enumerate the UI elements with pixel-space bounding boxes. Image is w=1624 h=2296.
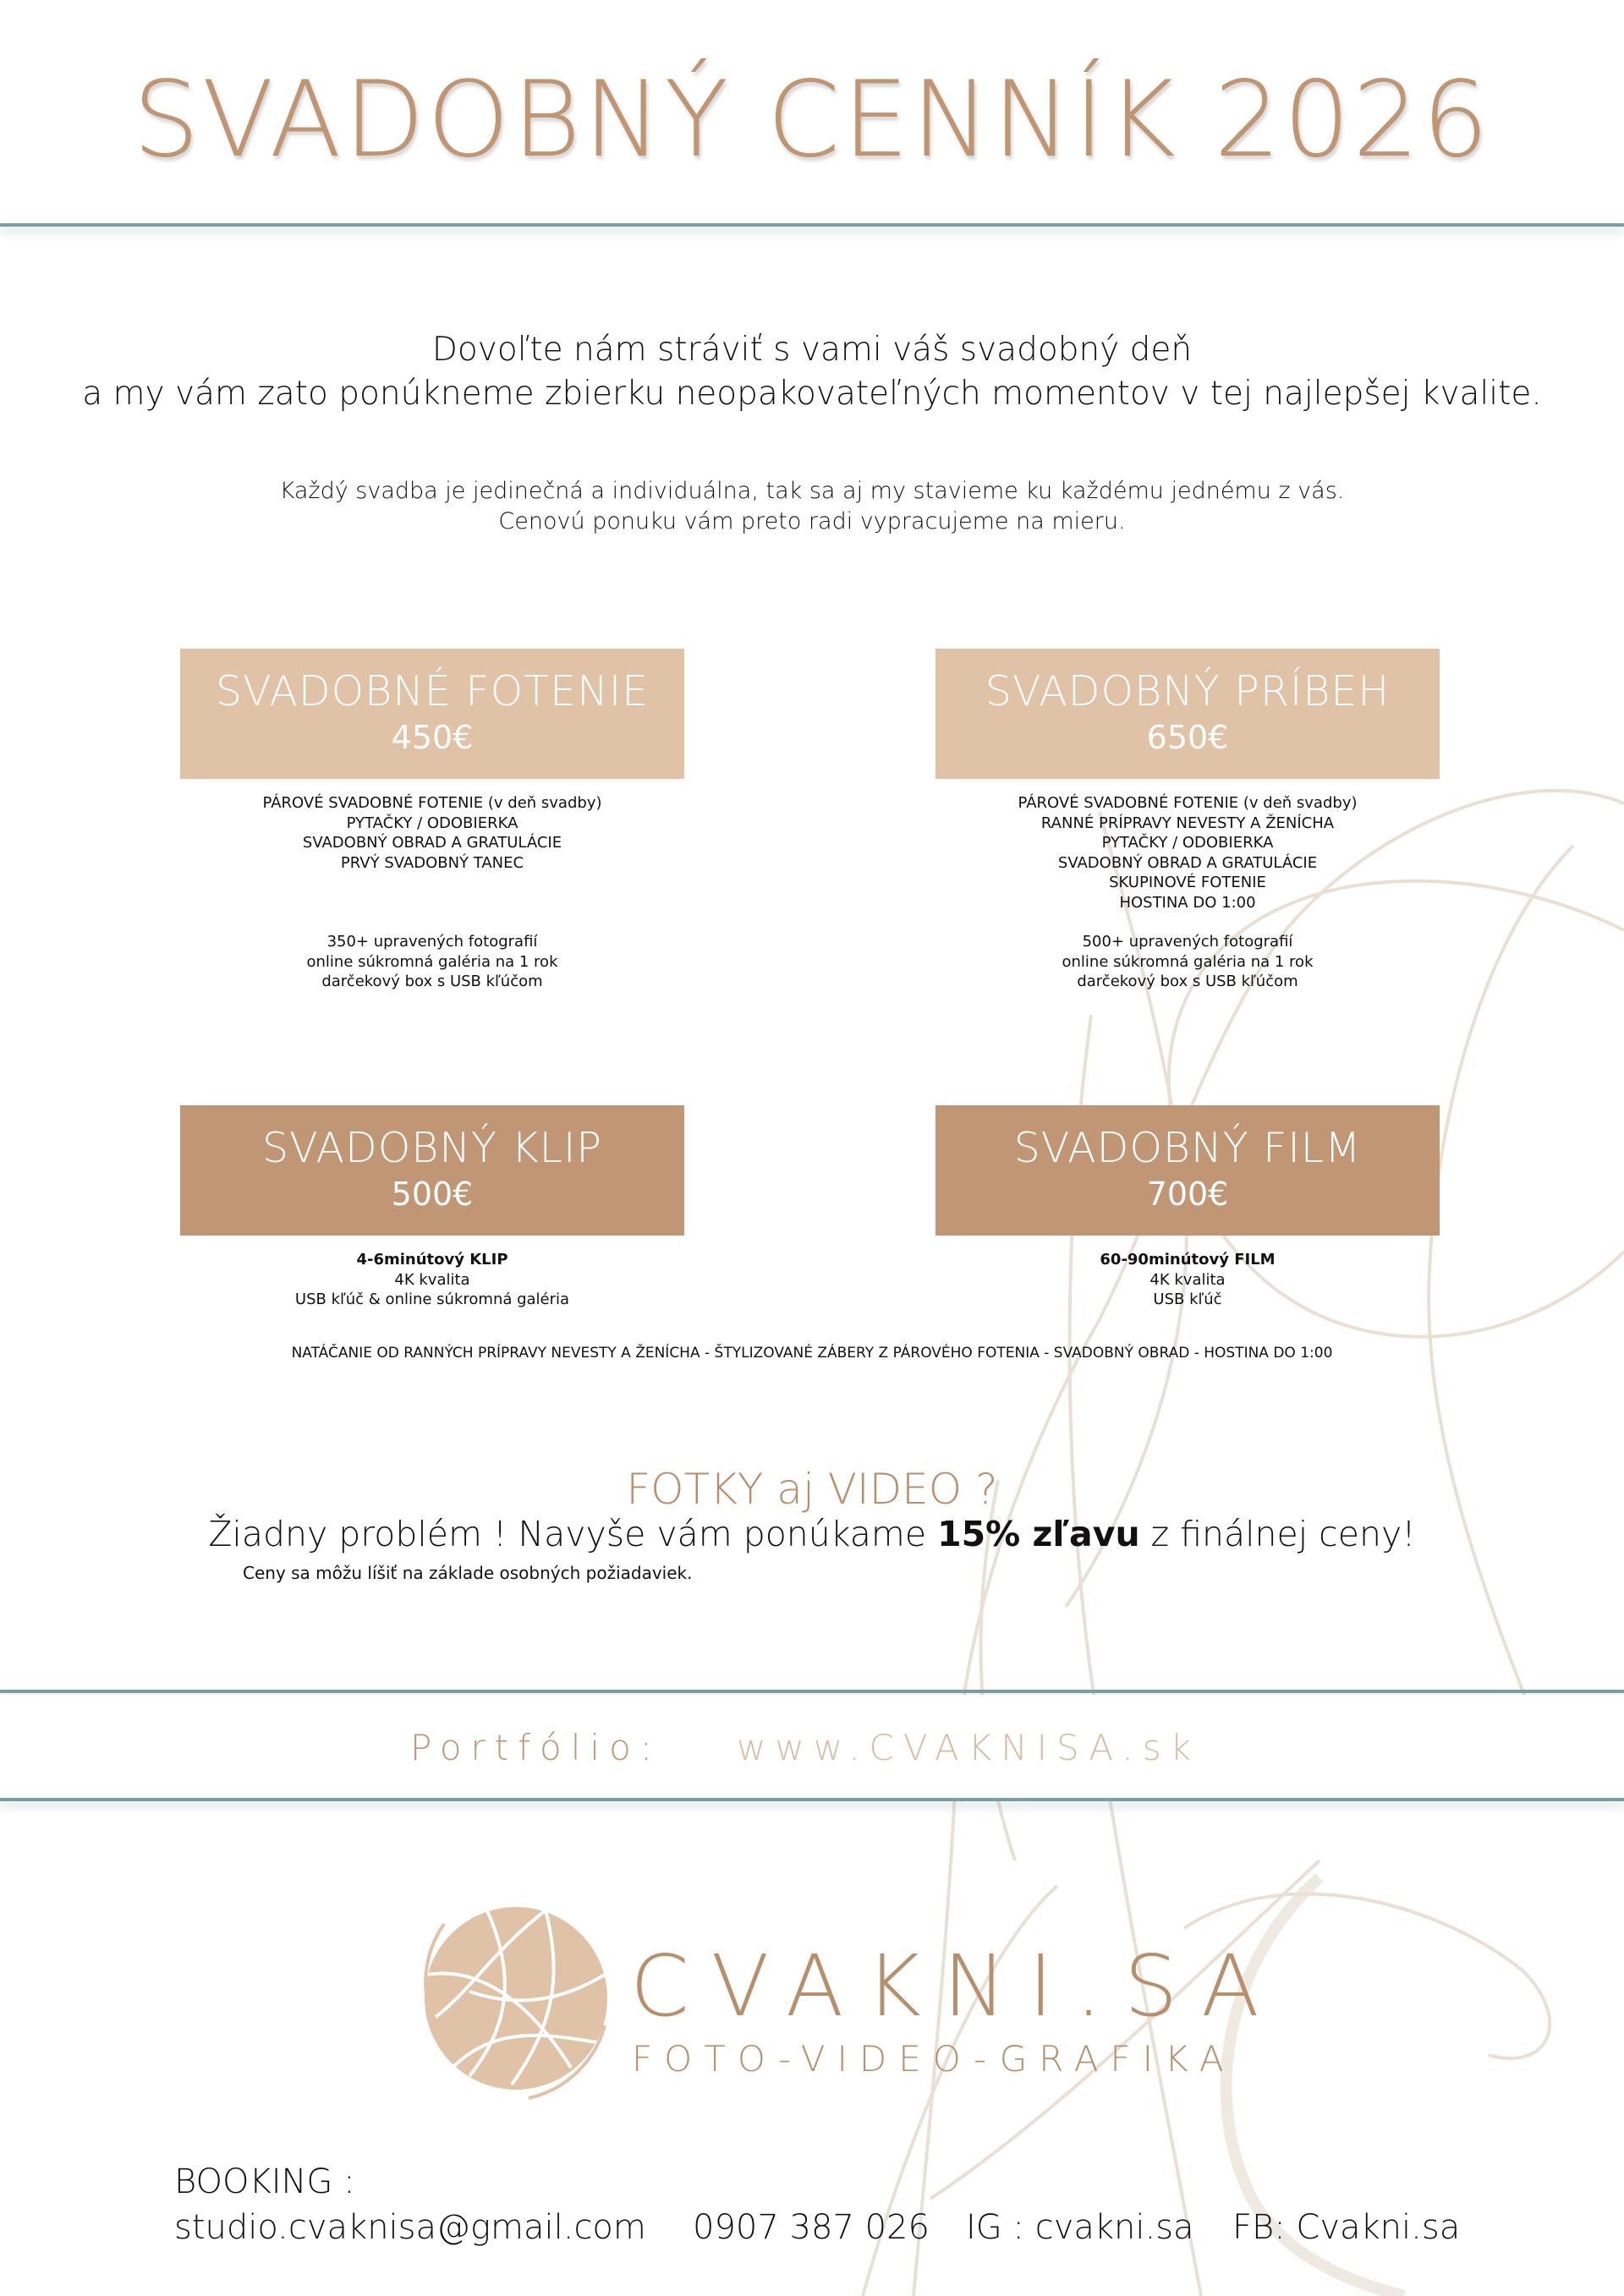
- package-card-klip: [180, 1105, 684, 1236]
- page-title: SVADOBNÝ CENNÍK 2026: [133, 59, 1491, 181]
- intro-text: [0, 328, 1624, 416]
- list-item: PYTAČKY / ODOBIERKA: [1101, 834, 1274, 852]
- list-item: SKUPINOVÉ FOTENIE: [1109, 874, 1266, 891]
- package-items: [935, 793, 1440, 912]
- package-title: SVADOBNÝ KLIP: [262, 1124, 602, 1172]
- combo-offer: [0, 1514, 1624, 1554]
- list-item: 60-90minútový FILM: [1100, 1251, 1276, 1269]
- package-features: [180, 932, 684, 992]
- discount-highlight: 15% zľavu: [937, 1514, 1140, 1554]
- package-price: 500€: [391, 1175, 474, 1213]
- portfolio-divider-top: [0, 1690, 1624, 1693]
- portfolio-link[interactable]: www.CVAKNISA.sk: [737, 1727, 1200, 1768]
- list-item: darčekový box s USB kľúčom: [321, 973, 543, 990]
- package-items: [935, 1250, 1440, 1310]
- package-title: SVADOBNÉ FOTENIE: [215, 667, 650, 715]
- package-card-fotenie: [180, 649, 684, 779]
- package-card-film: [935, 1105, 1440, 1236]
- package-price: 450€: [391, 719, 474, 756]
- list-item: PÁROVÉ SVADOBNÉ FOTENIE (v deň svadby): [262, 794, 602, 812]
- package-features: [935, 932, 1440, 992]
- intro-line-2: a my vám zato ponúkneme zbierku neopakovateľných momentov v tej najlepšej kvalite.: [82, 375, 1542, 413]
- list-item: RANNÉ PRÍPRAVY NEVESTY A ŽENÍCHA: [1040, 814, 1335, 832]
- intro-small-text: [0, 476, 1624, 537]
- brand-name: CVAKNI.SA: [630, 1937, 1281, 2036]
- facebook-handle[interactable]: FB: Cvakni.sa: [1232, 2208, 1461, 2247]
- list-item: 4K kvalita: [394, 1270, 470, 1289]
- list-item: PYTAČKY / ODOBIERKA: [346, 814, 518, 832]
- list-item: SVADOBNÝ OBRAD A GRATULÁCIE: [302, 834, 562, 852]
- header-divider: [0, 223, 1624, 227]
- list-item: USB kľúč: [1153, 1290, 1222, 1308]
- booking-email[interactable]: studio.cvaknisa@gmail.com: [174, 2208, 646, 2247]
- brand-tagline: FOTO-VIDEO-GRAFIKA: [632, 2038, 1236, 2080]
- list-item: darčekový box s USB kľúčom: [1077, 973, 1298, 990]
- portfolio-label: Portfólio:: [410, 1727, 661, 1768]
- package-items: [180, 1250, 684, 1310]
- intro-line-1: Dovoľte nám stráviť s vami váš svadobný deň: [431, 331, 1193, 369]
- list-item: online súkromná galéria na 1 rok: [1062, 952, 1314, 971]
- package-items: [180, 793, 684, 873]
- package-price: 650€: [1146, 719, 1229, 756]
- booking-phone[interactable]: 0907 387 026: [693, 2208, 930, 2247]
- booking-label: BOOKING :: [174, 2162, 355, 2201]
- offer-text-end: z finálnej ceny!: [1139, 1514, 1416, 1554]
- camera-aperture-logo-icon: [419, 1899, 613, 2101]
- list-item: USB kľúč & online súkromná galéria: [294, 1290, 570, 1308]
- package-title: SVADOBNÝ FILM: [1013, 1124, 1362, 1172]
- list-item: 4-6minútový KLIP: [356, 1251, 508, 1269]
- list-item: HOSTINA DO 1:00: [1119, 893, 1256, 912]
- intro-small-line-1: Každý svadba je jedinečná a individuálna, tak sa aj my stavieme ku každému jednému z vás.: [279, 478, 1345, 504]
- video-coverage-note: NATÁČANIE OD RANNÝCH PRÍPRAVY NEVESTY A ŽENÍCHA - ŠTYLIZOVANÉ ZÁBERY Z PÁROVÉHO FOTENIA - SVADOBNÝ OBRAD - HOSTINA DO 1:00: [291, 1345, 1333, 1362]
- combo-question: FOTKY aj VIDEO ?: [626, 1465, 998, 1514]
- intro-small-line-2: Cenovú ponuku vám preto radi vypracujeme na mieru.: [498, 508, 1126, 534]
- list-item: online súkromná galéria na 1 rok: [306, 952, 558, 971]
- portfolio-divider-bottom: [0, 1798, 1624, 1801]
- list-item: 350+ upravených fotografií: [326, 933, 538, 951]
- list-item: 500+ upravených fotografií: [1082, 933, 1293, 951]
- package-card-pribeh: [935, 649, 1440, 779]
- instagram-handle[interactable]: IG : cvakni.sa: [966, 2208, 1194, 2247]
- list-item: SVADOBNÝ OBRAD A GRATULÁCIE: [1057, 853, 1318, 872]
- package-price: 700€: [1146, 1175, 1229, 1213]
- price-disclaimer: Ceny sa môžu líšiť na základe osobných požiadaviek.: [243, 1563, 693, 1583]
- list-item: PÁROVÉ SVADOBNÉ FOTENIE (v deň svadby): [1018, 794, 1358, 812]
- offer-text: Žiadny problém ! Navyše vám ponúkame: [208, 1514, 938, 1554]
- package-title: SVADOBNÝ PRÍBEH: [985, 667, 1391, 715]
- list-item: PRVÝ SVADOBNÝ TANEC: [340, 853, 524, 872]
- list-item: 4K kvalita: [1149, 1270, 1226, 1289]
